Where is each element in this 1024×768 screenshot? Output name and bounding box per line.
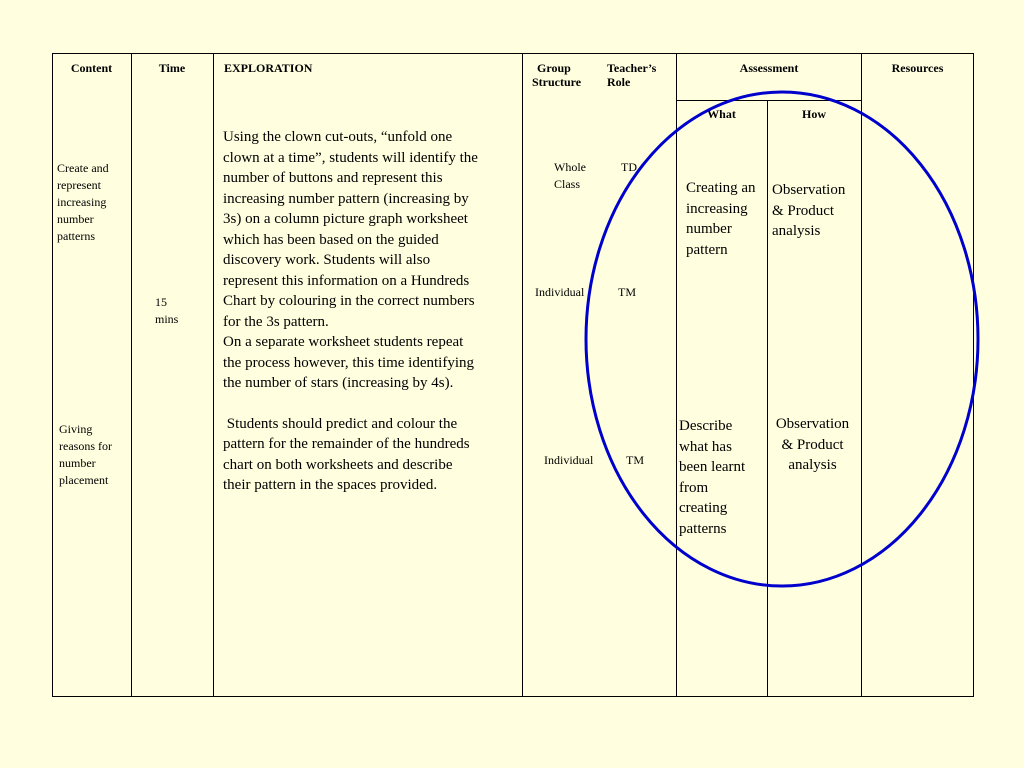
- exploration-line: for the 3s pattern.: [223, 313, 329, 330]
- header-exploration: EXPLORATION: [224, 61, 313, 75]
- exploration-line: Students should predict and colour the: [223, 415, 458, 432]
- assessment-how-line: & Product: [772, 202, 835, 219]
- assessment-how-line: & Product: [781, 436, 844, 453]
- content-item1-line: Create and: [57, 161, 109, 175]
- teachers-role-2: TM: [618, 285, 636, 299]
- header-resources: Resources: [891, 61, 944, 75]
- header-group-structure: [532, 61, 581, 89]
- exploration-line: number of buttons and represent this: [223, 170, 443, 186]
- exploration-line: represent this information on a Hundreds: [223, 272, 470, 289]
- column-divider-group: [676, 53, 677, 697]
- content-item1-line: increasing: [57, 195, 107, 209]
- content-item1-line: represent: [57, 178, 101, 192]
- content-item-create-represent: [57, 160, 109, 245]
- assessment-what-line: patterns: [679, 520, 727, 537]
- assessment-what-line: creating: [679, 500, 728, 516]
- assessment-how-2: [767, 414, 858, 476]
- header-teachers-role: [607, 61, 656, 89]
- group-structure-3: Individual: [544, 453, 594, 467]
- assessment-how-line: Observation: [772, 182, 846, 198]
- exploration-line: chart on both worksheets and describe: [223, 456, 453, 473]
- exploration-line: which has been based on the guided: [223, 231, 439, 248]
- column-divider-exploration: [522, 53, 523, 697]
- assessment-what-line: Creating an: [686, 180, 756, 196]
- time-line: 15: [155, 295, 167, 309]
- assessment-how-line: Observation: [775, 416, 850, 432]
- assessment-what-line: number: [686, 221, 732, 237]
- time-line: mins: [155, 312, 179, 326]
- column-divider-assessment: [861, 53, 862, 697]
- group-structure-1: [554, 159, 586, 193]
- assessment-what-line: Describe: [679, 418, 733, 434]
- assessment-what-line: what has: [679, 438, 732, 455]
- content-item2-line: Giving: [59, 422, 93, 436]
- exploration-line: their pattern in the spaces provided.: [223, 477, 438, 493]
- column-divider-what: [767, 100, 768, 697]
- header-content: Content: [70, 61, 113, 75]
- header-how: How: [802, 107, 826, 121]
- assessment-subheader-divider: [676, 100, 862, 101]
- assessment-how-line: analysis: [788, 457, 837, 473]
- content-item1-line: number: [57, 212, 94, 226]
- assessment-what-line: pattern: [686, 241, 728, 258]
- exploration-line: discovery work. Students will also: [223, 252, 431, 268]
- time-value: [155, 294, 178, 328]
- exploration-line: increasing number pattern (increasing by: [223, 190, 469, 207]
- assessment-what-1: [686, 178, 756, 260]
- exploration-line: Chart by colouring in the correct numbers: [223, 293, 475, 309]
- group-structure-line: Whole: [554, 160, 586, 174]
- group-structure-2: Individual: [535, 285, 585, 299]
- assessment-what-line: been learnt: [679, 459, 746, 475]
- exploration-line: clown at a time”, students will identify the: [223, 149, 478, 166]
- exploration-line: Using the clown cut-outs, “unfold one: [223, 129, 453, 145]
- exploration-line: the process however, this time identifying: [223, 354, 475, 371]
- content-item2-line: number: [59, 456, 96, 470]
- header-what: What: [707, 107, 736, 121]
- header-group-structure-line2: Structure: [532, 75, 582, 89]
- content-item2-line: placement: [59, 473, 109, 487]
- exploration-line: 3s) on a column picture graph worksheet: [223, 211, 468, 227]
- exploration-line: pattern for the remainder of the hundreds: [223, 436, 470, 452]
- content-item-giving-reasons: [59, 421, 112, 489]
- exploration-text: [223, 127, 518, 496]
- assessment-how-1: [772, 180, 845, 242]
- header-teachers-role-line1: Teacher’s: [607, 61, 657, 75]
- group-structure-line: Class: [554, 177, 581, 191]
- exploration-line: the number of stars (increasing by 4s).: [223, 375, 454, 391]
- content-item2-line: reasons for: [59, 439, 112, 453]
- exploration-line: On a separate worksheet students repeat: [223, 334, 464, 350]
- header-time: Time: [158, 61, 186, 75]
- assessment-what-2: [679, 416, 745, 539]
- header-group-structure-line1: Group: [537, 61, 571, 75]
- assessment-what-line: increasing: [686, 200, 748, 217]
- teachers-role-1: TD: [621, 160, 637, 174]
- header-teachers-role-line2: Role: [607, 75, 631, 89]
- assessment-what-line: from: [679, 479, 709, 496]
- column-divider-content: [131, 53, 132, 697]
- content-item1-line: patterns: [57, 229, 95, 243]
- header-assessment: Assessment: [739, 61, 799, 75]
- assessment-how-line: analysis: [772, 223, 821, 239]
- column-divider-time: [213, 53, 214, 697]
- exploration-spacer: [223, 394, 518, 414]
- teachers-role-3: TM: [626, 453, 644, 467]
